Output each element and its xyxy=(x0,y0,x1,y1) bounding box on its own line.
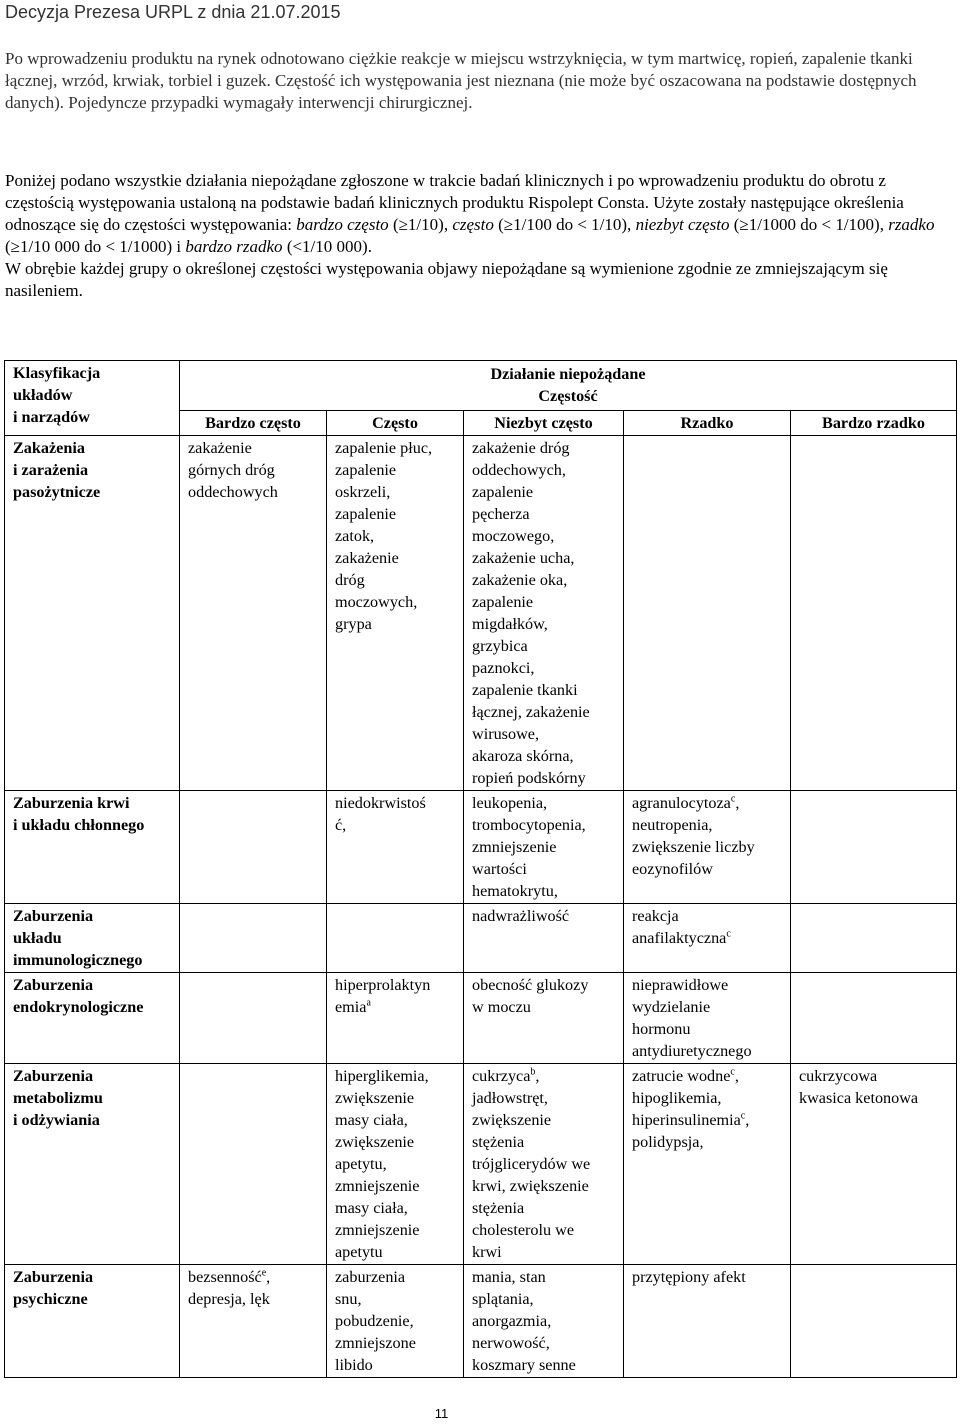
table-row xyxy=(5,436,957,791)
reaction-cell: hiperglikemia, zwiększenie masy ciała, zwiększenie apetytu, zmniejszenie masy ciała, zmniejszenie apetytu xyxy=(327,1064,464,1265)
soc-cell: Zaburzenia układu immunologicznego xyxy=(5,904,180,973)
reaction-cell: hiperprolaktyn emia$^a$ xyxy=(327,973,464,1064)
reaction-cell xyxy=(180,904,327,973)
reaction-cell xyxy=(791,904,957,973)
reaction-cell: zaburzenia snu, pobudzenie, zmniejszone libido xyxy=(327,1265,464,1378)
document-header: Decyzja Prezesa URPL z dnia 21.07.2015 xyxy=(5,2,341,22)
footnote-marker: a xyxy=(366,997,371,1009)
footnote-marker: e xyxy=(261,1267,267,1279)
term-common: często xyxy=(452,215,494,234)
footnote-marker: c xyxy=(740,1110,746,1122)
table-row xyxy=(5,904,957,973)
reaction-cell: leukopenia, trombocytopenia, zmniejszenie wartości hematokrytu, xyxy=(464,791,624,904)
reaction-cell: cukrzyca$^b$, jadłowstręt, zwiększenie stężenia trójglicerydów we krwi, zwiększenie stężenia cholesterolu we krwi xyxy=(464,1064,624,1265)
intro-text: Poniżej podano wszystkie działania niepożądane zgłoszone w trakcie badań klinicznych i po wprowadzeniu produktu do obrotu z częstością występowania ustaloną na podstawie badań klinicznych produktu Rispolept Consta. Użyte zostały następujące określenia odnoszące się do częstości występowania: xyxy=(5,171,904,234)
reaction-cell: zapalenie płuc, zapalenie oskrzeli, zapalenie zatok, zakażenie dróg moczowych, grypa xyxy=(327,436,464,791)
reaction-cell xyxy=(791,973,957,1064)
reaction-cell xyxy=(180,791,327,904)
def-rare: (≥1/10 000 do < 1/1000) i xyxy=(5,237,186,256)
freq-header-uncommon: Niezbyt często xyxy=(464,411,624,436)
def-common: (≥1/100 do < 1/10), xyxy=(493,215,636,234)
table-title-cell xyxy=(180,361,957,411)
term-very-rare: bardzo rzadko xyxy=(185,237,283,256)
footnote-marker: c xyxy=(730,793,736,805)
freq-header-very-common: Bardzo często xyxy=(180,411,327,436)
reaction-cell: obecność glukozy w moczu xyxy=(464,973,624,1064)
table-row xyxy=(5,973,957,1064)
reaction-cell xyxy=(327,904,464,973)
freq-header-rare: Rzadko xyxy=(624,411,791,436)
reaction-cell: reakcja anafilaktyczna$^c$ xyxy=(624,904,791,973)
freq-header-common: Często xyxy=(327,411,464,436)
freq-header-very-rare: Bardzo rzadko xyxy=(791,411,957,436)
reaction-cell: bezsenność$^e$, depresja, lęk xyxy=(180,1265,327,1378)
footnote-marker: c xyxy=(726,928,731,940)
reaction-cell xyxy=(624,436,791,791)
footnote-marker: c xyxy=(730,1066,735,1078)
table-row xyxy=(5,1064,957,1265)
ordering-note: W obrębie każdej grupy o określonej częstości występowania objawy niepożądane są wymienione zgodnie ze zmniejszającym się nasileniem. xyxy=(5,259,888,300)
table-row xyxy=(5,1265,957,1378)
reaction-cell: cukrzycowa kwasica ketonowa xyxy=(791,1064,957,1265)
reaction-cell: zakażenie dróg oddechowych, zapalenie pęcherza moczowego, zakażenie ucha, zakażenie oka, zapalenie migdałków, grzybica paznokci, zapalenie tkanki łącznej, zakażenie wirusowe, akaroza skórna, ropień podskórny xyxy=(464,436,624,791)
frequency-definitions-paragraph xyxy=(5,170,953,302)
reaction-cell xyxy=(791,436,957,791)
reaction-cell xyxy=(180,973,327,1064)
reaction-cell: przytępiony afekt xyxy=(624,1265,791,1378)
reaction-cell xyxy=(791,1265,957,1378)
reaction-cell: agranulocytoza$^c$, neutropenia, zwiększenie liczby eozynofilów xyxy=(624,791,791,904)
footnote-marker: b xyxy=(530,1066,536,1078)
def-very-common: (≥1/10), xyxy=(388,215,453,234)
reaction-cell: zakażenie górnych dróg oddechowych xyxy=(180,436,327,791)
reaction-cell: mania, stan splątania, anorgazmia, nerwowość, koszmary senne xyxy=(464,1265,624,1378)
soc-cell: Zaburzenia psychiczne xyxy=(5,1265,180,1378)
table-row xyxy=(5,791,957,904)
soc-cell: Zaburzenia metabolizmu i odżywiania xyxy=(5,1064,180,1265)
reaction-cell: niedokrwistoś ć, xyxy=(327,791,464,904)
adverse-reactions-table xyxy=(4,360,957,1378)
reaction-cell xyxy=(791,791,957,904)
table-title: Działanie niepożądane xyxy=(490,365,646,383)
reaction-cell xyxy=(180,1064,327,1265)
def-very-rare: (<1/10 000). xyxy=(282,237,372,256)
reaction-cell: nieprawidłowe wydzielanie hormonu antydiuretycznego xyxy=(624,973,791,1064)
soc-cell: Zaburzenia krwi i układu chłonnego xyxy=(5,791,180,904)
page-number: 11 xyxy=(434,1406,449,1421)
def-uncommon: (≥1/1000 do < 1/100), xyxy=(729,215,889,234)
soc-cell: Zakażenia i zarażenia pasożytnicze xyxy=(5,436,180,791)
term-rare: rzadko xyxy=(888,215,935,234)
table-subtitle: Częstość xyxy=(538,387,598,405)
soc-header-cell: Klasyfikacja układów i narządów xyxy=(5,361,180,436)
term-uncommon: niezbyt często xyxy=(635,215,730,234)
soc-cell: Zaburzenia endokrynologiczne xyxy=(5,973,180,1064)
term-very-common: bardzo często xyxy=(296,215,389,234)
table-header-row xyxy=(5,361,957,411)
reaction-cell: nadwrażliwość xyxy=(464,904,624,973)
post-marketing-paragraph: Po wprowadzeniu produktu na rynek odnotowano ciężkie reakcje w miejscu wstrzyknięcia, w tym martwicę, ropień, zapalenie tkanki łącznej, wrzód, krwiak, torbiel i guzek. Częstość ich występowania jest nieznana (nie może być oszacowana na podstawie dostępnych danych). Pojedyncze przypadki wymagały interwencji chirurgicznej. xyxy=(5,49,917,112)
reaction-cell: zatrucie wodne$^c$, hipoglikemia, hiperinsulinemia$^c$, polidypsja, xyxy=(624,1064,791,1265)
